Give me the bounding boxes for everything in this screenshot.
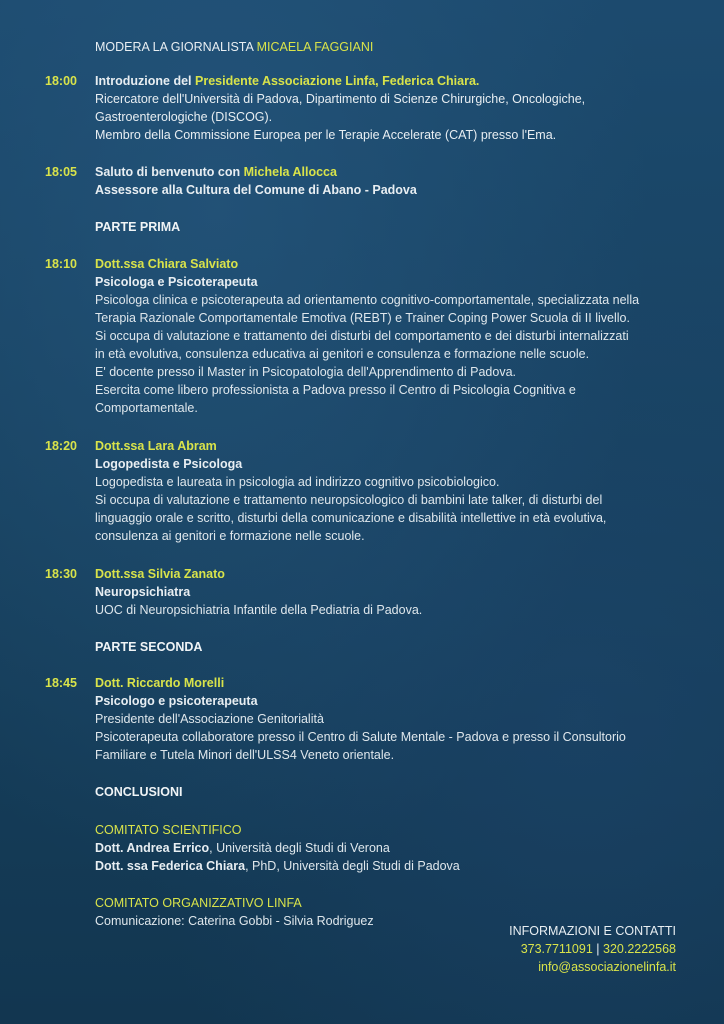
member-name: Dott. ssa Federica Chiara xyxy=(95,859,246,873)
contacts-heading: INFORMAZIONI E CONTATTI xyxy=(509,924,676,938)
email-link[interactable]: info@associazionelinfa.it xyxy=(538,960,676,974)
title-highlight: Presidente Associazione Linfa, Federica Chiara. xyxy=(195,74,480,88)
description-line: Esercita come libero professionista a Padova presso il Centro di Psicologia Cognitiva e xyxy=(95,383,576,397)
contacts-phones xyxy=(509,940,676,958)
comitato-member xyxy=(95,839,695,857)
description-line: Logopedista e laureata in psicologia ad indirizzo cognitivo psicobiologico. xyxy=(95,475,500,489)
agenda-title xyxy=(95,163,695,181)
speaker-name: Dott.ssa Chiara Salviato xyxy=(95,257,239,271)
description-line: UOC di Neuropsichiatria Infantile della Pediatria di Padova. xyxy=(95,603,423,617)
comitato-scientifico xyxy=(95,821,695,875)
moderator-line xyxy=(95,38,695,56)
section-conclusioni: CONCLUSIONI xyxy=(95,785,183,799)
comitato-member xyxy=(95,857,695,875)
description-line: Familiare e Tutela Minori dell'ULSS4 Veneto orientale. xyxy=(95,748,395,762)
comitato-organizzativo-heading: COMITATO ORGANIZZATIVO LINFA xyxy=(95,896,302,910)
speaker-role: Psicologo e psicoterapeuta xyxy=(95,694,258,708)
speaker-role: Logopedista e Psicologa xyxy=(95,457,243,471)
comitato-organizzativo-text: Comunicazione: Caterina Gobbi - Silvia Rodriguez xyxy=(95,914,374,928)
description-line: Comportamentale. xyxy=(95,401,198,415)
phone-link[interactable]: 373.7711091 xyxy=(520,942,593,956)
description-line: Presidente dell'Associazione Genitorialità xyxy=(95,712,324,726)
agenda-title xyxy=(95,72,695,90)
agenda-time: 18:05 xyxy=(45,165,77,179)
section-parte-seconda: PARTE SECONDA xyxy=(95,640,203,654)
description-line: Ricercatore dell'Università di Padova, Dipartimento di Scienze Chirurgiche, Oncologiche, xyxy=(95,92,586,106)
description-line: linguaggio orale e scritto, disturbi della comunicazione e disabilità intellettive in età evolutiva, xyxy=(95,511,607,525)
agenda-time: 18:00 xyxy=(45,74,77,88)
agenda-time: 18:20 xyxy=(45,439,77,453)
speaker-role: Psicologa e Psicoterapeuta xyxy=(95,275,258,289)
description-line: in età evolutiva, consulenza educativa ai genitori e consulenza e formazione nelle scuole. xyxy=(95,347,590,361)
member-name: Dott. Andrea Errico xyxy=(95,841,210,855)
speaker-role: Neuropsichiatra xyxy=(95,585,191,599)
description-line: Si occupa di valutazione e trattamento dei disturbi del comportamento e dei disturbi internalizzati xyxy=(95,329,629,343)
speaker-name: Dott.ssa Silvia Zanato xyxy=(95,567,225,581)
description-line: Gastroenterologiche (DISCOG). xyxy=(95,110,273,124)
description-line: Membro della Commissione Europea per le Terapie Accelerate (CAT) presso l'Ema. xyxy=(95,128,557,142)
title-prefix: Saluto di benvenuto con xyxy=(95,165,241,179)
member-affiliation: , Università degli Studi di Verona xyxy=(209,841,390,855)
moderator-prefix: MODERA LA GIORNALISTA xyxy=(95,40,254,54)
agenda-subtitle: Assessore alla Cultura del Comune di Abano - Padova xyxy=(95,183,417,197)
agenda-time: 18:10 xyxy=(45,257,77,271)
agenda-time: 18:45 xyxy=(45,676,77,690)
title-highlight: Michela Allocca xyxy=(243,165,337,179)
section-parte-prima: PARTE PRIMA xyxy=(95,220,181,234)
agenda-time: 18:30 xyxy=(45,567,77,581)
phone-separator: | xyxy=(596,942,600,956)
speaker-name: Dott. Riccardo Morelli xyxy=(95,676,225,690)
comitato-scientifico-heading: COMITATO SCIENTIFICO xyxy=(95,823,242,837)
description-line: Psicoterapeuta collaboratore presso il Centro di Salute Mentale - Padova e presso il Consultorio xyxy=(95,730,626,744)
phone-link[interactable]: 320.2222568 xyxy=(603,942,676,956)
description-line: E' docente presso il Master in Psicopatologia dell'Apprendimento di Padova. xyxy=(95,365,516,379)
description-line: Psicologa clinica e psicoterapeuta ad orientamento cognitivo-comportamentale, specializzata nella xyxy=(95,293,640,307)
description-line: consulenza ai genitori e formazione nelle scuole. xyxy=(95,529,365,543)
speaker-name: Dott.ssa Lara Abram xyxy=(95,439,217,453)
title-prefix: Introduzione del xyxy=(95,74,192,88)
contacts-block xyxy=(509,922,676,976)
description-line: Si occupa di valutazione e trattamento neuropsicologico di bambini late talker, di disturbi del xyxy=(95,493,603,507)
description-line: Terapia Razionale Comportamentale Emotiva (REBT) e Trainer Coping Power Scuola di II livello. xyxy=(95,311,630,325)
moderator-name: MICAELA FAGGIANI xyxy=(256,40,374,54)
member-affiliation: , PhD, Università degli Studi di Padova xyxy=(245,859,460,873)
